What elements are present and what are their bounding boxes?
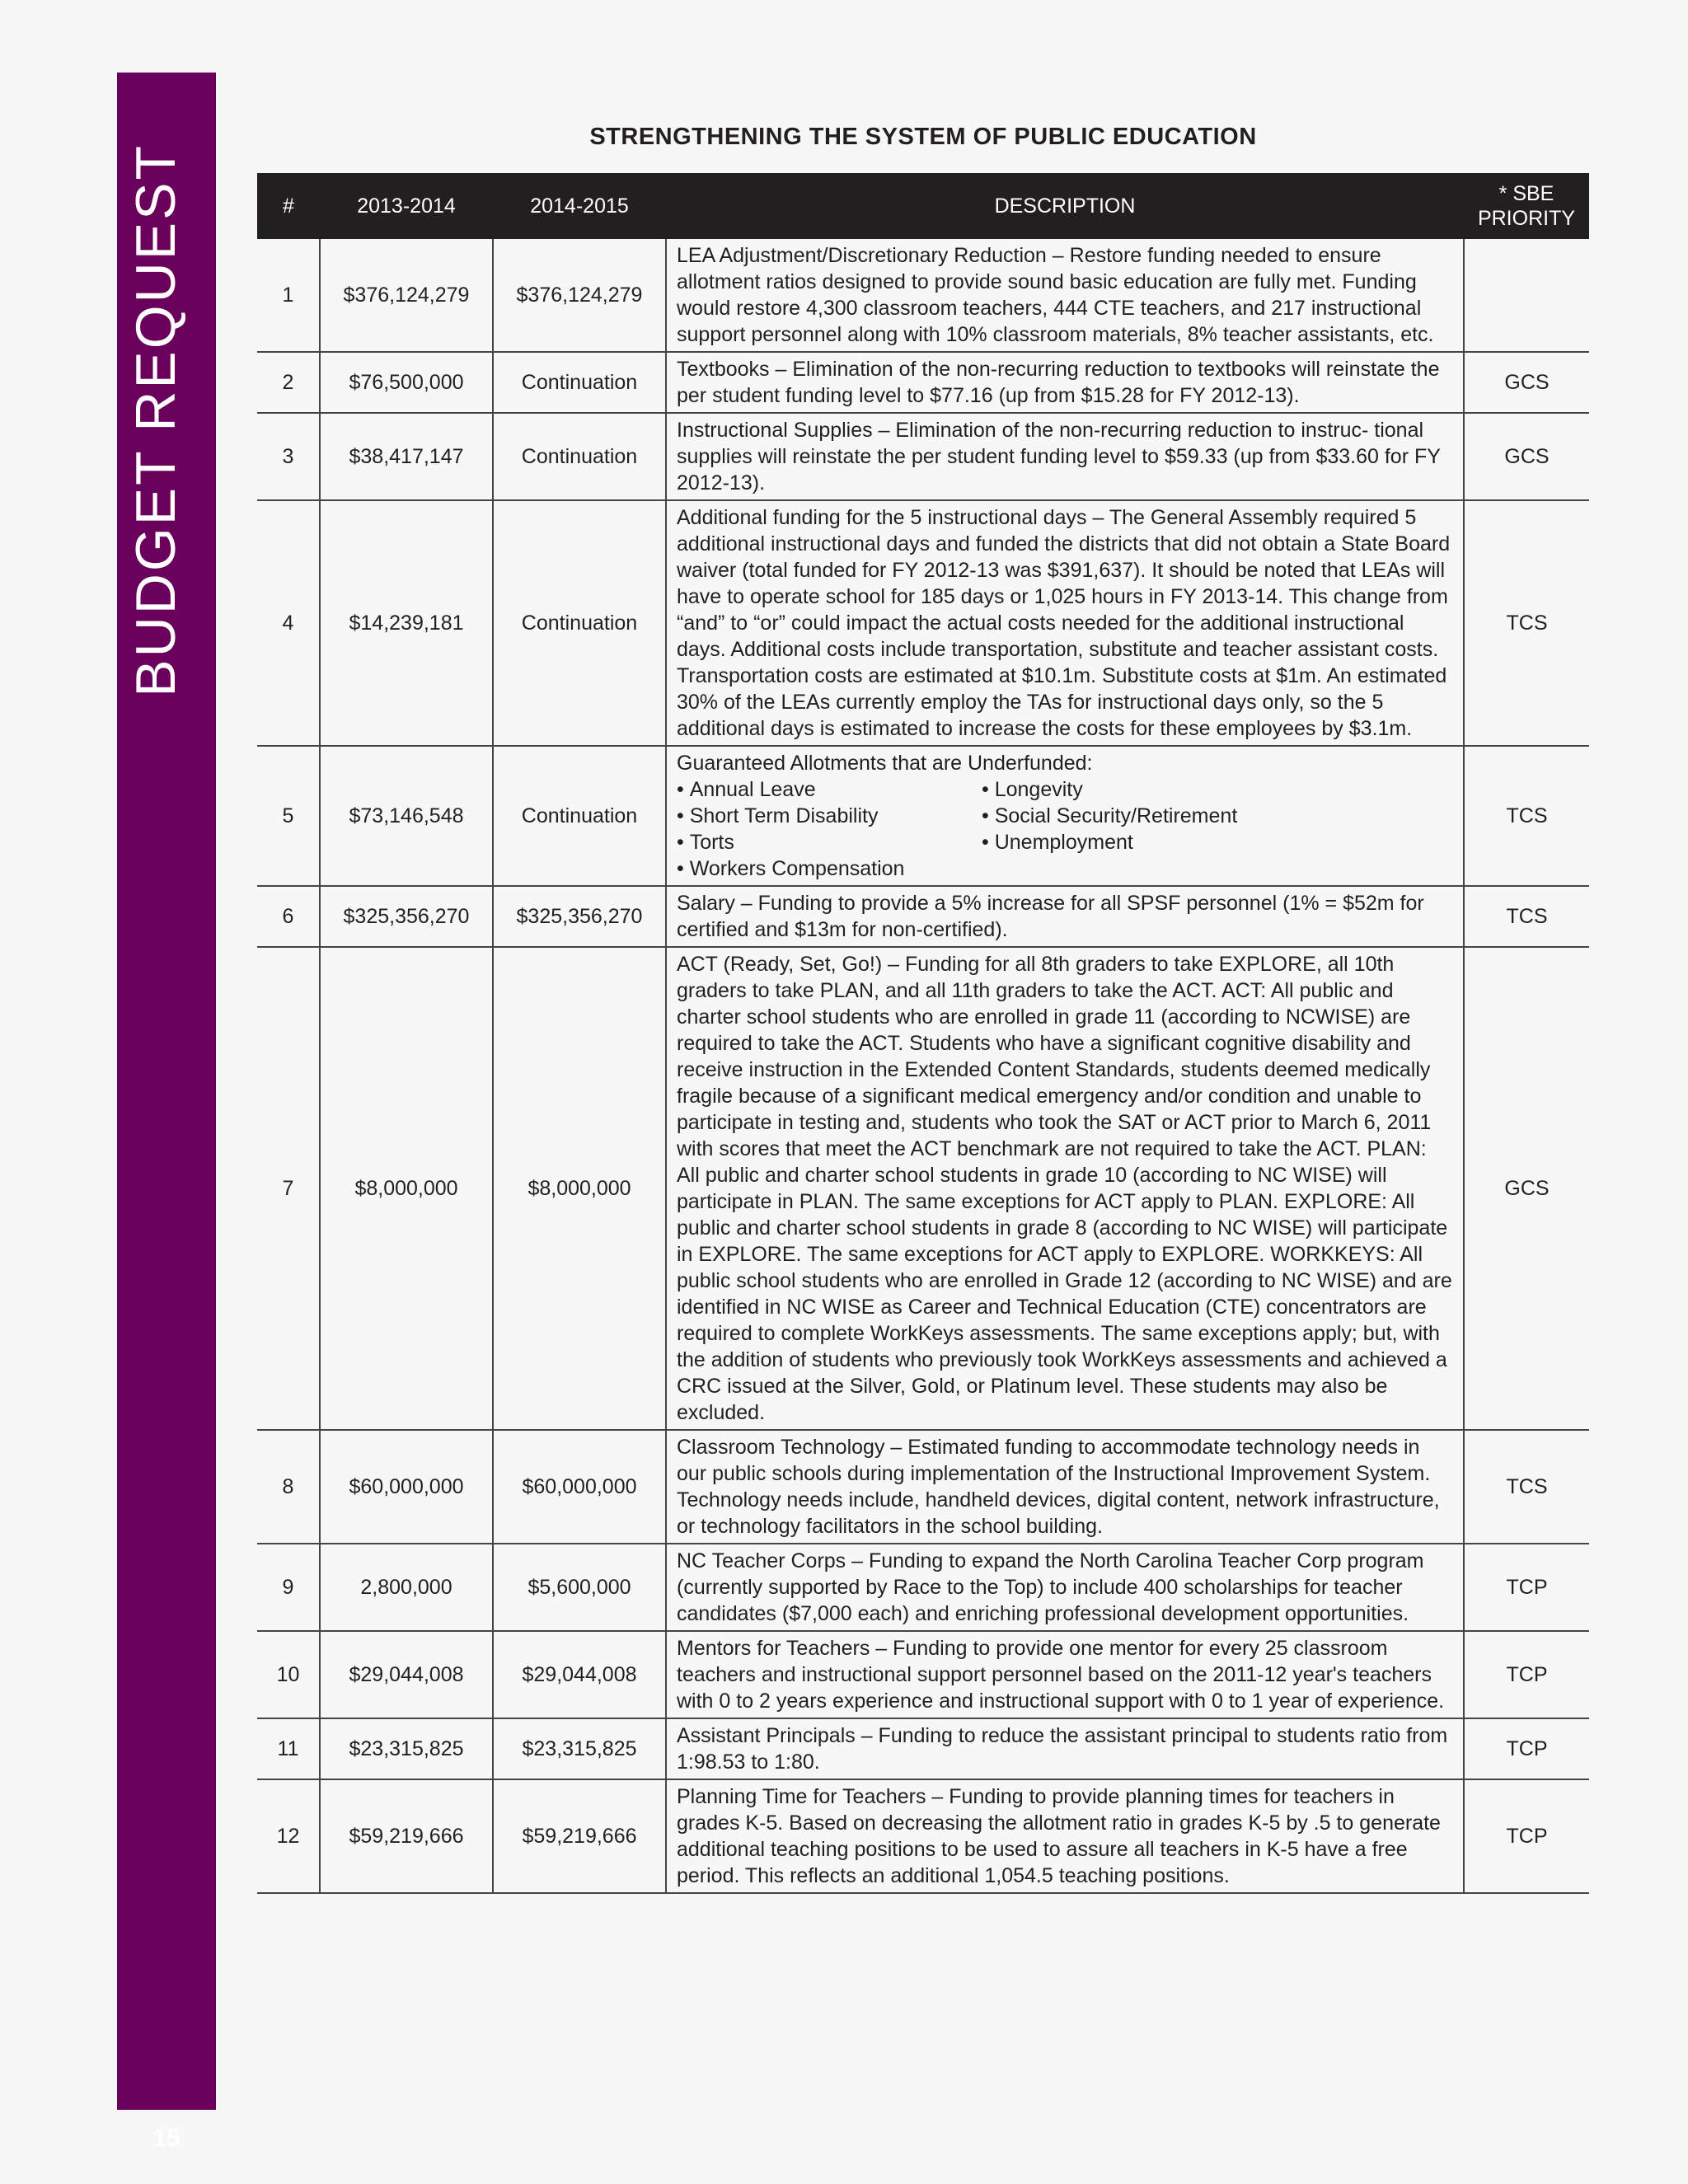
header-number: # — [257, 173, 320, 239]
table-row — [257, 500, 1589, 746]
amount-2014-2015: $23,315,825 — [493, 1718, 666, 1779]
amount-2014-2015: Continuation — [493, 413, 666, 500]
description-cell — [666, 500, 1464, 746]
row-number: 7 — [257, 947, 320, 1430]
header-priority-line2: PRIORITY — [1477, 207, 1576, 230]
sbe-priority: TCP — [1464, 1544, 1589, 1631]
description-cell — [666, 1631, 1464, 1718]
bullet-item: • Annual Leave — [677, 776, 982, 803]
description-text: Textbooks – Elimination of the non-recurring reduction to textbooks will reinstate the per student funding level to $77.16 (up from $15.28 for FY 2012-13). — [677, 358, 1440, 407]
sbe-priority: TCS — [1464, 1430, 1589, 1544]
row-number: 8 — [257, 1430, 320, 1544]
table-row — [257, 1430, 1589, 1544]
row-number: 10 — [257, 1631, 320, 1718]
table-row — [257, 1779, 1589, 1893]
row-number: 6 — [257, 886, 320, 947]
amount-2014-2015: $325,356,270 — [493, 886, 666, 947]
amount-2014-2015: $59,219,666 — [493, 1779, 666, 1893]
row-number: 3 — [257, 413, 320, 500]
description-cell — [666, 1430, 1464, 1544]
table-row — [257, 886, 1589, 947]
amount-2013-2014: $60,000,000 — [320, 1430, 493, 1544]
description-cell — [666, 1544, 1464, 1631]
table-row — [257, 1718, 1589, 1779]
amount-2014-2015: $5,600,000 — [493, 1544, 666, 1631]
amount-2014-2015: $60,000,000 — [493, 1430, 666, 1544]
description-text: NC Teacher Corps – Funding to expand the North Carolina Teacher Corp program (currently supported by Race to the Top) to include 400 scholarships for teacher candidates ($7,000 each) and enriching professional development opportunities. — [677, 1549, 1424, 1625]
description-text: Instructional Supplies – Elimination of the non-recurring reduction to instruc- tional supplies will reinstate the per student funding level to $59.33 (up from $33.60 for FY 2012-13). — [677, 419, 1441, 494]
amount-2013-2014: $14,239,181 — [320, 500, 493, 746]
bullet-item: • Longevity — [982, 776, 1453, 803]
header-2014-2015: 2014-2015 — [493, 173, 666, 239]
amount-2013-2014: $8,000,000 — [320, 947, 493, 1430]
sbe-priority: TCP — [1464, 1718, 1589, 1779]
description-text: Additional funding for the 5 instructional days – The General Assembly required 5 additional instructional days and funded the districts that did not obtain a State Board waiver (total funded for FY 2012-13 was $391,637). It should be noted that LEAs will have to operate school for 185 days or 1,025 hours in FY 2013-14. This change from “and” to “or” could impact the actual costs needed for the additional instructional days. Additional costs include transportation, substitute and teacher assistant costs. Transportation costs are estimated at $10.1m. Substitute costs at $1m. An estimated 30% of the LEAs currently employ the TAs for instructional days only, so the 5 additional days is estimated to increase the costs for these employees by $3.1m. — [677, 506, 1451, 740]
description-cell — [666, 413, 1464, 500]
table-row — [257, 413, 1589, 500]
description-cell — [666, 1779, 1464, 1893]
sbe-priority: TCP — [1464, 1779, 1589, 1893]
table-header — [257, 173, 1589, 239]
page-title: STRENGTHENING THE SYSTEM OF PUBLIC EDUCATION — [589, 124, 1257, 150]
row-number: 11 — [257, 1718, 320, 1779]
sbe-priority: TCS — [1464, 500, 1589, 746]
bullet-list — [677, 776, 1453, 882]
bullet-item: • Social Security/Retirement — [982, 803, 1453, 829]
header-priority-line1: * SBE — [1498, 182, 1554, 205]
description-cell — [666, 1718, 1464, 1779]
description-text: Salary – Funding to provide a 5% increase for all SPSF personnel (1% = $52m for certified and $13m for non-certified). — [677, 892, 1424, 941]
table-row — [257, 746, 1589, 886]
amount-2013-2014: $325,356,270 — [320, 886, 493, 947]
sbe-priority: TCS — [1464, 886, 1589, 947]
amount-2013-2014: $23,315,825 — [320, 1718, 493, 1779]
description-text: ACT (Ready, Set, Go!) – Funding for all 8th graders to take EXPLORE, all 10th graders to take PLAN, and all 11th graders to take the ACT. ACT: All public and charter school students who are enrolled in grade 11 (according to NCWISE) are required to take the ACT. Students who have a significant cognitive disability and receive instruction in the Extended Content Standards, students deemed medically fragile because of a significant medical emergency and/or condition and unable to participate in testing and, students who took the SAT or ACT prior to March 6, 2011 with scores that meet the ACT benchmark are not required to take the ACT. PLAN: All public and charter school students in grade 10 (according to NC WISE) will participate in PLAN. The same exceptions for ACT apply to PLAN. EXPLORE: All public and charter school students in grade 8 (according to NC WISE) will participate in EXPLORE. The same exceptions for ACT apply to EXPLORE. WORKKEYS: All public school students who are enrolled in Grade 12 (according to NC WISE) and are identified in NC WISE as Career and Technical Education (CTE) concentrators are required to complete WorkKeys assessments. The same exceptions apply; but, with the addition of students who previously took WorkKeys assessments and achieved a CRC issued at the Silver, Gold, or Platinum level. These students may also be excluded. — [677, 953, 1452, 1424]
page-number: 15 — [152, 2125, 181, 2152]
bullet-item: • Unemployment — [982, 829, 1453, 855]
amount-2014-2015: Continuation — [493, 500, 666, 746]
header-sbe-priority — [1464, 173, 1589, 239]
amount-2014-2015: Continuation — [493, 746, 666, 886]
description-text: Assistant Principals – Funding to reduce the assistant principal to students ratio from 1:98.53 to 1:80. — [677, 1724, 1448, 1774]
description-cell — [666, 352, 1464, 413]
table-row — [257, 947, 1589, 1430]
amount-2013-2014: $376,124,279 — [320, 239, 493, 352]
description-text: Planning Time for Teachers – Funding to provide planning times for teachers in grades K-5. Based on decreasing the allotment ratio in grades K-5 by .5 to generate additional teaching positions to be used to assure all teachers in K-5 have a free period. This reflects an additional 1,054.5 teaching positions. — [677, 1785, 1441, 1887]
amount-2013-2014: $73,146,548 — [320, 746, 493, 886]
description-text: Classroom Technology – Estimated funding to accommodate technology needs in our public schools during implementation of the Instructional Improvement System. Technology needs include, handheld devices, digital content, network infrastructure, or technology facilitators in the school building. — [677, 1436, 1440, 1538]
row-number: 5 — [257, 746, 320, 886]
table-row — [257, 239, 1589, 352]
sbe-priority — [1464, 239, 1589, 352]
amount-2014-2015: Continuation — [493, 352, 666, 413]
amount-2013-2014: 2,800,000 — [320, 1544, 493, 1631]
bullet-item: • Torts — [677, 829, 982, 855]
header-description: DESCRIPTION — [666, 173, 1464, 239]
description-cell — [666, 239, 1464, 352]
section-label: BUDGET REQUEST — [124, 143, 187, 697]
sidebar — [117, 73, 216, 2152]
row-number: 9 — [257, 1544, 320, 1631]
amount-2013-2014: $59,219,666 — [320, 1779, 493, 1893]
table-row — [257, 352, 1589, 413]
amount-2014-2015: $376,124,279 — [493, 239, 666, 352]
bullet-item: • Workers Compensation — [677, 855, 982, 882]
bullet-item: • Short Term Disability — [677, 803, 982, 829]
description-text: Guaranteed Allotments that are Underfunded: — [677, 752, 1093, 775]
row-number: 1 — [257, 239, 320, 352]
row-number: 2 — [257, 352, 320, 413]
sbe-priority: TCS — [1464, 746, 1589, 886]
budget-table — [257, 173, 1589, 1894]
amount-2013-2014: $38,417,147 — [320, 413, 493, 500]
description-cell — [666, 886, 1464, 947]
sbe-priority: TCP — [1464, 1631, 1589, 1718]
row-number: 4 — [257, 500, 320, 746]
description-cell — [666, 746, 1464, 886]
header-2013-2014: 2013-2014 — [320, 173, 493, 239]
sbe-priority: GCS — [1464, 352, 1589, 413]
amount-2013-2014: $29,044,008 — [320, 1631, 493, 1718]
table-row — [257, 1631, 1589, 1718]
amount-2014-2015: $29,044,008 — [493, 1631, 666, 1718]
amount-2014-2015: $8,000,000 — [493, 947, 666, 1430]
table-row — [257, 1544, 1589, 1631]
description-text: LEA Adjustment/Discretionary Reduction – Restore funding needed to ensure allotment ratios designed to provide sound basic education are fully met. Funding would restore 4,300 classroom teachers, 444 CTE teachers, and 217 instructional support personnel along with 10% classroom materials, 8% teacher assistants, etc. — [677, 244, 1434, 346]
description-cell — [666, 947, 1464, 1430]
amount-2013-2014: $76,500,000 — [320, 352, 493, 413]
description-text: Mentors for Teachers – Funding to provide one mentor for every 25 classroom teachers and instructional support personnel based on the 2011-12 year's teachers with 0 to 2 years experience and instructional support with 0 to 1 year of experience. — [677, 1637, 1445, 1713]
sbe-priority: GCS — [1464, 413, 1589, 500]
sbe-priority: GCS — [1464, 947, 1589, 1430]
row-number: 12 — [257, 1779, 320, 1893]
